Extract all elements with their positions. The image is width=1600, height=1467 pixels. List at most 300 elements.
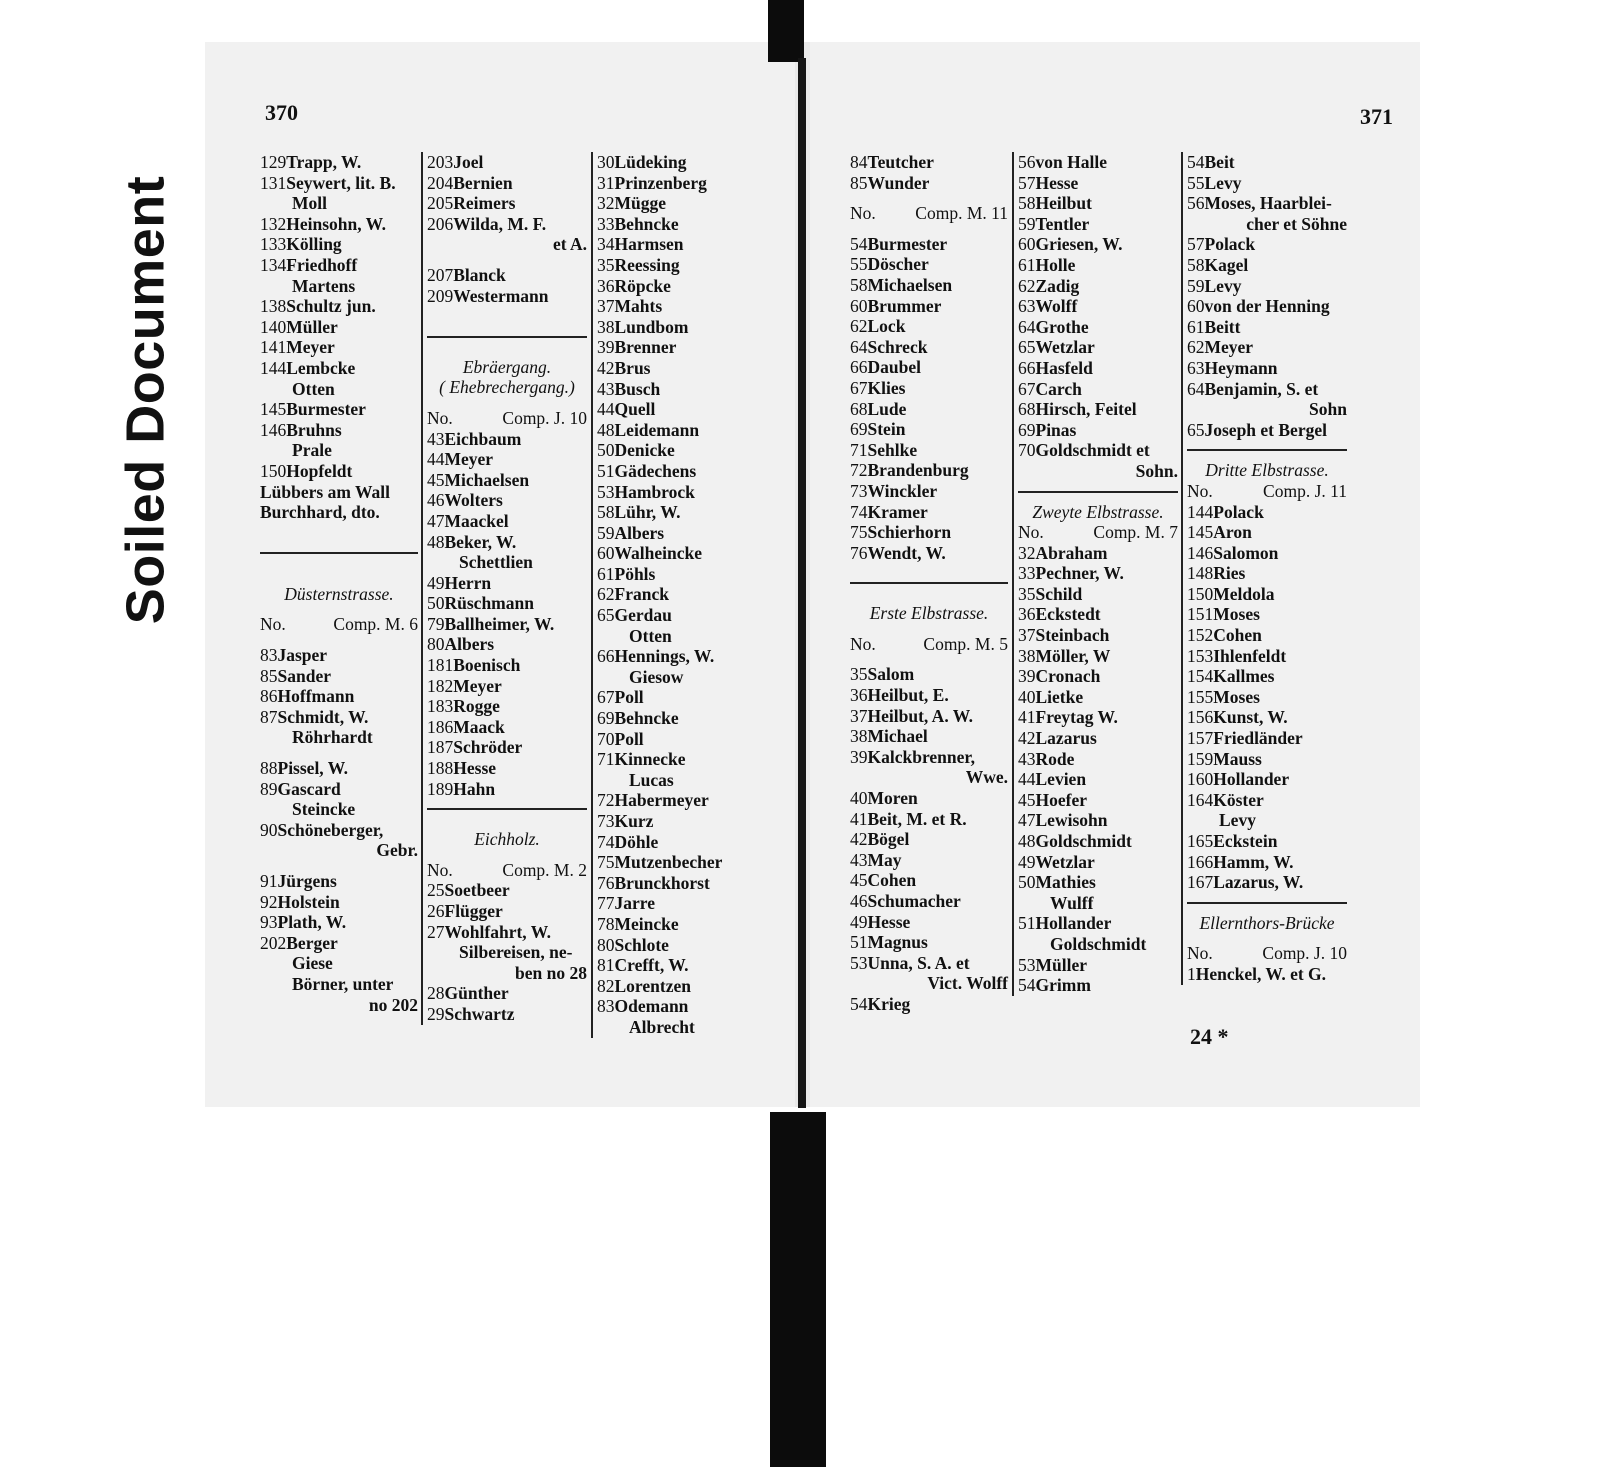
directory-entry bbox=[260, 234, 418, 255]
resident-name: Schierhorn bbox=[867, 522, 952, 543]
resident-name: Hennings, W. bbox=[614, 646, 715, 667]
house-number: 1 bbox=[1187, 963, 1196, 984]
resident-name: Schumacher bbox=[867, 891, 961, 911]
resident-name: Ihlenfeldt bbox=[1213, 645, 1287, 666]
resident-name: Eichbaum bbox=[444, 428, 522, 449]
directory-entry bbox=[427, 173, 587, 194]
resident-name: Habermeyer bbox=[614, 790, 709, 811]
directory-entry bbox=[1018, 584, 1178, 605]
resident-name: Pechner, W. bbox=[1035, 563, 1124, 584]
spacer bbox=[427, 819, 587, 829]
house-number: 64 bbox=[850, 336, 868, 357]
house-number: 39 bbox=[850, 746, 868, 767]
house-number: 30 bbox=[597, 152, 615, 172]
house-number: 85 bbox=[260, 665, 278, 686]
directory-entry bbox=[260, 214, 418, 235]
directory-entry bbox=[850, 685, 1008, 706]
house-number: 67 bbox=[597, 687, 615, 708]
house-number: 51 bbox=[1018, 913, 1036, 934]
left-column-3 bbox=[597, 152, 755, 1038]
directory-entry bbox=[427, 193, 587, 214]
house-number: 61 bbox=[1018, 254, 1036, 275]
resident-name: von der Henning bbox=[1204, 296, 1330, 317]
number-label: No. bbox=[850, 203, 876, 224]
resident-name: Wohlfahrt, W. bbox=[444, 921, 551, 942]
house-number: 69 bbox=[850, 419, 868, 440]
resident-name: Holle bbox=[1035, 254, 1076, 275]
house-number: 44 bbox=[597, 399, 615, 420]
directory-entry bbox=[427, 779, 587, 800]
directory-entry bbox=[597, 852, 755, 873]
resident-name: Grimm bbox=[1035, 975, 1091, 996]
house-number: 75 bbox=[597, 852, 615, 873]
directory-entry bbox=[427, 511, 587, 532]
house-number: 85 bbox=[850, 172, 868, 193]
house-number: 72 bbox=[597, 790, 615, 811]
directory-entry bbox=[597, 440, 755, 461]
house-number: 203 bbox=[427, 152, 454, 172]
directory-entry bbox=[850, 706, 1008, 727]
resident-name: Lock bbox=[867, 316, 906, 337]
house-number: 133 bbox=[260, 234, 287, 255]
resident-name: Lewisohn bbox=[1035, 810, 1108, 831]
spacer bbox=[427, 398, 587, 408]
resident-name: Cohen bbox=[867, 870, 917, 891]
directory-entry bbox=[1187, 173, 1347, 194]
resident-name: Kinnecke bbox=[614, 749, 686, 770]
house-number: 37 bbox=[597, 296, 615, 317]
directory-entry bbox=[1187, 276, 1347, 297]
directory-entry bbox=[850, 932, 1008, 953]
house-number: 42 bbox=[1018, 728, 1036, 749]
resident-name: Levien bbox=[1035, 769, 1087, 790]
house-number: 60 bbox=[597, 543, 615, 564]
company-header bbox=[260, 614, 418, 635]
resident-name: Prinzenberg bbox=[614, 172, 707, 193]
house-number: 49 bbox=[1018, 851, 1036, 872]
house-number: 45 bbox=[850, 870, 868, 891]
directory-entry bbox=[427, 593, 587, 614]
house-number: 202 bbox=[260, 932, 287, 953]
directory-entry bbox=[1018, 852, 1178, 873]
spacer bbox=[260, 563, 418, 584]
house-number: 39 bbox=[597, 337, 615, 358]
resident-name: Bögel bbox=[867, 829, 910, 850]
house-number: 27 bbox=[427, 921, 445, 942]
directory-entry bbox=[597, 873, 755, 894]
directory-entry bbox=[260, 707, 418, 728]
directory-entry bbox=[1187, 646, 1347, 667]
directory-entry bbox=[1018, 420, 1178, 441]
house-number: 69 bbox=[1018, 419, 1036, 440]
number-label: No. bbox=[850, 633, 876, 654]
directory-entry bbox=[597, 379, 755, 400]
house-number: 60 bbox=[1018, 234, 1036, 255]
house-number: 63 bbox=[1187, 357, 1205, 378]
house-number: 26 bbox=[427, 901, 445, 921]
house-number: 134 bbox=[260, 254, 287, 275]
resident-name: Polack bbox=[1213, 501, 1264, 522]
house-number: 33 bbox=[597, 213, 615, 234]
resident-name: Beker, W. bbox=[444, 531, 517, 552]
entry-continuation: Giese bbox=[292, 953, 333, 974]
directory-entry bbox=[597, 337, 755, 358]
street-heading: Eichholz. bbox=[474, 829, 540, 850]
house-number: 53 bbox=[850, 952, 868, 973]
house-number: 61 bbox=[597, 563, 615, 584]
house-number: 59 bbox=[597, 522, 615, 543]
resident-name: Pinas bbox=[1035, 419, 1077, 440]
number-label: No. bbox=[427, 407, 453, 428]
resident-name: Hahn bbox=[453, 778, 496, 799]
resident-name: Wetzlar bbox=[1035, 851, 1095, 872]
house-number: 31 bbox=[597, 172, 615, 193]
company-label: Comp. M. 2 bbox=[502, 859, 587, 880]
resident-name: Poll bbox=[614, 687, 644, 708]
directory-entry bbox=[427, 676, 587, 697]
resident-name: Brunckhorst bbox=[614, 872, 710, 893]
resident-name: Mahts bbox=[614, 296, 663, 317]
left-page-number: 370 bbox=[265, 100, 298, 125]
house-number: 66 bbox=[597, 646, 615, 667]
house-number: 75 bbox=[850, 522, 868, 543]
spacer bbox=[850, 624, 1008, 634]
directory-entry bbox=[260, 758, 418, 779]
section-divider bbox=[1187, 902, 1347, 904]
directory-entry bbox=[850, 726, 1008, 747]
right-page-number: 371 bbox=[1360, 104, 1393, 129]
house-number: 50 bbox=[1018, 872, 1036, 893]
resident-name: Reessing bbox=[614, 254, 680, 275]
directory-entry bbox=[1187, 584, 1347, 605]
resident-name: Schwartz bbox=[444, 1003, 515, 1024]
house-number: 58 bbox=[850, 274, 868, 295]
directory-entry bbox=[850, 275, 1008, 296]
resident-name: Soetbeer bbox=[444, 880, 510, 901]
directory-entry bbox=[1018, 913, 1178, 934]
directory-entry bbox=[597, 173, 755, 194]
entry-continuation: Otten bbox=[292, 378, 335, 399]
spacer bbox=[850, 654, 1008, 664]
house-number: 35 bbox=[1018, 583, 1036, 604]
resident-name: Zadig bbox=[1035, 275, 1080, 296]
house-number: 144 bbox=[1187, 501, 1214, 522]
house-number: 54 bbox=[850, 993, 868, 1014]
company-header bbox=[1187, 481, 1347, 502]
resident-name: Boenisch bbox=[453, 655, 521, 676]
house-number: 72 bbox=[850, 460, 868, 481]
house-number: 131 bbox=[260, 172, 287, 193]
resident-name: Behncke bbox=[614, 708, 679, 729]
street-heading: Erste Elbstrasse. bbox=[869, 603, 989, 624]
directory-entry bbox=[1018, 872, 1178, 893]
house-number: 40 bbox=[850, 788, 868, 809]
house-number: 41 bbox=[1018, 707, 1036, 728]
directory-entry bbox=[597, 255, 755, 276]
spacer bbox=[850, 224, 1008, 234]
house-number: 65 bbox=[1018, 337, 1036, 358]
directory-entry bbox=[1018, 687, 1178, 708]
resident-name: Hesse bbox=[867, 911, 911, 932]
house-number: 46 bbox=[427, 490, 445, 511]
resident-name: Lude bbox=[867, 398, 907, 419]
resident-name: Heilbut, E. bbox=[867, 685, 949, 706]
house-number: 189 bbox=[427, 778, 454, 799]
entry-continuation: Sohn bbox=[1309, 399, 1347, 420]
house-number: 44 bbox=[427, 449, 445, 470]
directory-entry bbox=[260, 686, 418, 707]
resident-name: Möller, W bbox=[1035, 645, 1111, 666]
company-label: Comp. M. 5 bbox=[923, 633, 1008, 654]
resident-name: Mügge bbox=[614, 193, 667, 214]
directory-entry bbox=[1187, 728, 1347, 749]
entry-continuation: Martens bbox=[292, 275, 356, 296]
resident-name: Eckstedt bbox=[1035, 604, 1101, 625]
company-label: Comp. J. 10 bbox=[1262, 943, 1347, 964]
resident-name: Sehlke bbox=[867, 439, 918, 460]
resident-name: Eckstein bbox=[1213, 831, 1278, 851]
house-number: 62 bbox=[1018, 275, 1036, 296]
house-number: 160 bbox=[1187, 769, 1214, 790]
house-number: 206 bbox=[427, 213, 454, 234]
resident-name: Mauss bbox=[1213, 748, 1262, 769]
house-number: 49 bbox=[850, 911, 868, 932]
directory-entry bbox=[427, 614, 587, 635]
directory-entry bbox=[1018, 810, 1178, 831]
directory-entry bbox=[850, 357, 1008, 378]
house-number: 78 bbox=[597, 913, 615, 934]
directory-entry bbox=[427, 634, 587, 655]
house-number: 157 bbox=[1187, 728, 1214, 749]
house-number: 83 bbox=[597, 996, 615, 1017]
resident-name: Burchhard, dto. bbox=[260, 502, 380, 523]
resident-name: Cronach bbox=[1035, 666, 1101, 687]
house-number: 80 bbox=[427, 634, 445, 655]
directory-entry bbox=[597, 502, 755, 523]
resident-name: Unna, S. A. et bbox=[867, 952, 970, 973]
house-number: 62 bbox=[850, 316, 868, 337]
house-number: 187 bbox=[427, 737, 454, 758]
directory-entry bbox=[260, 779, 418, 800]
house-number: 76 bbox=[597, 872, 615, 893]
house-number: 57 bbox=[1187, 234, 1205, 255]
house-number: 70 bbox=[1018, 440, 1036, 461]
house-number: 181 bbox=[427, 655, 454, 676]
street-heading: Ebräergang. bbox=[462, 356, 552, 377]
resident-name: Levy bbox=[1204, 172, 1242, 193]
directory-entry bbox=[1187, 872, 1347, 893]
directory-entry bbox=[1018, 666, 1178, 687]
house-number: 63 bbox=[1018, 296, 1036, 317]
directory-entry bbox=[260, 502, 418, 523]
house-number: 188 bbox=[427, 758, 454, 779]
resident-name: Ballheimer, W. bbox=[444, 613, 555, 634]
directory-entry bbox=[850, 850, 1008, 871]
resident-name: Moren bbox=[867, 788, 918, 809]
spacer bbox=[427, 306, 587, 327]
house-number: 88 bbox=[260, 758, 278, 779]
resident-name: Krieg bbox=[867, 993, 911, 1014]
directory-entry bbox=[260, 892, 418, 913]
directory-entry bbox=[427, 1004, 587, 1025]
left-column-1 bbox=[260, 152, 418, 1015]
directory-entry bbox=[1018, 399, 1178, 420]
directory-entry bbox=[427, 265, 587, 286]
directory-entry bbox=[597, 193, 755, 214]
house-number: 61 bbox=[1187, 316, 1205, 337]
resident-name: Michaelsen bbox=[867, 274, 953, 295]
directory-entry bbox=[597, 687, 755, 708]
resident-name: Michaelsen bbox=[444, 469, 530, 490]
house-number: 48 bbox=[1018, 831, 1036, 851]
entry-continuation: cher et Söhne bbox=[1246, 213, 1347, 234]
right-column-2 bbox=[1018, 152, 1178, 996]
resident-name: Wilda, M. F. bbox=[453, 213, 547, 234]
resident-name: Friedländer bbox=[1213, 728, 1303, 749]
directory-entry bbox=[850, 912, 1008, 933]
house-number: 159 bbox=[1187, 748, 1214, 769]
spacer bbox=[1187, 933, 1347, 943]
house-number: 150 bbox=[260, 460, 287, 481]
house-number: 43 bbox=[427, 428, 445, 449]
resident-name: Lorentzen bbox=[614, 975, 691, 996]
house-number: 146 bbox=[1187, 542, 1214, 563]
resident-name: Quell bbox=[614, 399, 656, 420]
resident-name: Lühr, W. bbox=[614, 502, 681, 523]
resident-name: Pissel, W. bbox=[277, 758, 349, 779]
house-number: 25 bbox=[427, 880, 445, 901]
resident-name: Pöhls bbox=[614, 563, 656, 584]
house-number: 93 bbox=[260, 912, 278, 933]
number-label: No. bbox=[1018, 522, 1044, 543]
house-number: 165 bbox=[1187, 831, 1214, 851]
house-number: 50 bbox=[427, 593, 445, 614]
resident-name: Steinbach bbox=[1035, 625, 1110, 646]
directory-entry bbox=[1018, 831, 1178, 852]
entry-continuation: Steincke bbox=[292, 799, 356, 820]
house-number: 56 bbox=[1018, 152, 1036, 172]
directory-entry bbox=[427, 717, 587, 738]
spacer bbox=[427, 255, 587, 265]
resident-name: Trapp, W. bbox=[286, 152, 362, 172]
resident-name: Seywert, lit. B. bbox=[286, 172, 396, 193]
house-number: 59 bbox=[1187, 275, 1205, 296]
resident-name: Teutcher bbox=[867, 152, 934, 172]
company-header bbox=[1018, 522, 1178, 543]
company-header bbox=[427, 860, 587, 881]
resident-name: Schild bbox=[1035, 583, 1083, 604]
soiled-document-stamp bbox=[95, 140, 195, 660]
directory-entry bbox=[597, 955, 755, 976]
resident-name: Ries bbox=[1213, 563, 1246, 584]
house-number: 69 bbox=[597, 708, 615, 729]
resident-name: Walheincke bbox=[614, 543, 703, 564]
house-number: 40 bbox=[1018, 686, 1036, 707]
directory-entry bbox=[597, 152, 755, 173]
resident-name: Denicke bbox=[614, 440, 675, 461]
house-number: 66 bbox=[850, 357, 868, 378]
house-number: 90 bbox=[260, 819, 278, 840]
resident-name: Schröder bbox=[453, 737, 523, 758]
house-number: 155 bbox=[1187, 686, 1214, 707]
entry-continuation: Giesow bbox=[629, 666, 684, 687]
resident-name: Klies bbox=[867, 377, 906, 398]
resident-name: Daubel bbox=[867, 357, 921, 378]
resident-name: Heymann bbox=[1204, 357, 1278, 378]
house-number: 74 bbox=[850, 501, 868, 522]
resident-name: Heilbut, A. W. bbox=[867, 705, 974, 726]
street-heading: Dritte Elbstrasse. bbox=[1205, 460, 1329, 481]
resident-name: Hirsch, Feitel bbox=[1035, 399, 1137, 420]
directory-entry bbox=[597, 564, 755, 585]
resident-name: May bbox=[867, 849, 902, 870]
directory-entry bbox=[1187, 337, 1347, 358]
spacer bbox=[427, 850, 587, 860]
directory-entry bbox=[850, 234, 1008, 255]
house-number: 204 bbox=[427, 172, 454, 193]
resident-name: Heinsohn, W. bbox=[286, 213, 386, 234]
house-number: 129 bbox=[260, 152, 287, 172]
resident-name: Lundbom bbox=[614, 316, 689, 337]
resident-name: Moses bbox=[1213, 604, 1260, 625]
directory-entry bbox=[597, 461, 755, 482]
resident-name: Hopfeldt bbox=[286, 460, 353, 481]
resident-name: Magnus bbox=[867, 932, 928, 953]
house-number: 36 bbox=[1018, 604, 1036, 625]
entry-continuation: Sohn. bbox=[1135, 460, 1178, 481]
directory-entry bbox=[260, 173, 418, 194]
house-number: 35 bbox=[597, 254, 615, 275]
house-number: 54 bbox=[1018, 975, 1036, 996]
house-number: 54 bbox=[850, 233, 868, 254]
resident-name: Hesse bbox=[1035, 172, 1079, 193]
resident-name: Bruhns bbox=[286, 419, 342, 440]
section-divider bbox=[850, 582, 1008, 584]
house-number: 44 bbox=[1018, 769, 1036, 790]
resident-name: Crefft, W. bbox=[614, 955, 689, 976]
house-number: 53 bbox=[1018, 954, 1036, 975]
directory-entry bbox=[850, 809, 1008, 830]
directory-entry bbox=[1187, 769, 1347, 790]
directory-entry bbox=[1018, 728, 1178, 749]
directory-entry bbox=[597, 708, 755, 729]
directory-entry bbox=[1187, 666, 1347, 687]
directory-entry bbox=[1187, 193, 1347, 214]
directory-entry bbox=[427, 429, 587, 450]
resident-name: Rode bbox=[1035, 748, 1075, 769]
house-number: 164 bbox=[1187, 789, 1214, 810]
directory-entry bbox=[1018, 769, 1178, 790]
directory-entry bbox=[1187, 296, 1347, 317]
directory-entry bbox=[850, 316, 1008, 337]
directory-entry bbox=[1018, 152, 1178, 173]
company-header bbox=[427, 408, 587, 429]
directory-entry bbox=[427, 152, 587, 173]
directory-entry bbox=[850, 502, 1008, 523]
house-number: 79 bbox=[427, 613, 445, 634]
entry-continuation: Gebr. bbox=[376, 840, 418, 861]
directory-entry bbox=[1018, 707, 1178, 728]
book-spread bbox=[205, 42, 1420, 1107]
directory-entry bbox=[1018, 358, 1178, 379]
house-number: 36 bbox=[850, 685, 868, 706]
directory-entry bbox=[1018, 276, 1178, 297]
house-number: 62 bbox=[597, 584, 615, 605]
directory-entry bbox=[1187, 358, 1347, 379]
directory-entry bbox=[850, 953, 1008, 974]
book-gutter bbox=[798, 58, 806, 1108]
resident-name: Lazarus bbox=[1035, 728, 1097, 749]
